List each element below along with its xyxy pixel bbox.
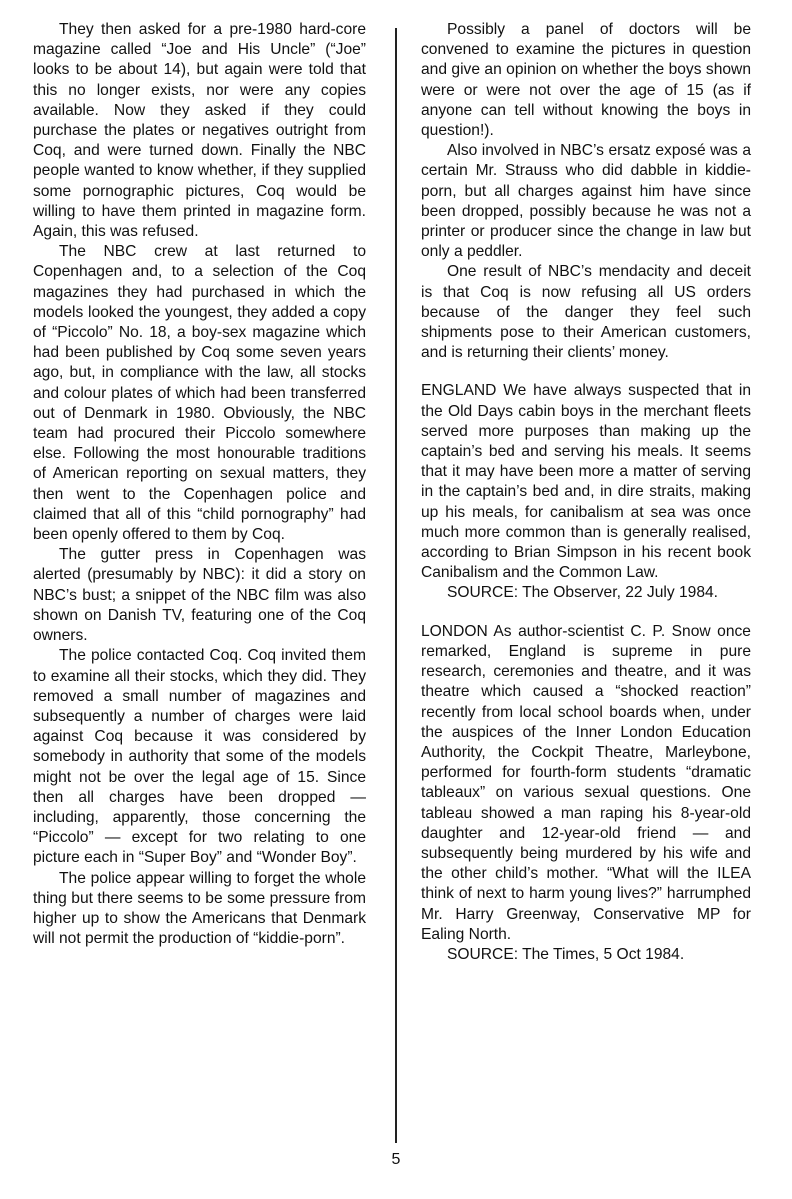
paragraph: They then asked for a pre-1980 hard-core magazine called “Joe and His Uncle” (“Joe” looks to be about 14), but again were told that this no longer exists, nor were any copies available. Now they asked if they could purchase the plates or negatives outright from Coq, and were turned down. Finally the NBC people wanted to know whether, if they supplied some pornographic pictures, Coq would be willing to have them printed in magazine form. Again, this was refused. bbox=[33, 21, 366, 241]
section-text: We have always suspected that in the Old Days cabin boys in the merchant fleets served more purposes than making up the captain’s bed and serving his meals. It seems that it may have been more a matter of serving in the captain’s bed and, in dire straits, making up his meals, for canibalism at sea was once much more common than is generally realised, according to Brian Simpson in his recent book Canibalism and the Common Law. bbox=[421, 382, 751, 582]
paragraph: The gutter press in Copenhagen was alerted (presumably by NBC): it did a story on NBC’s bust; a snippet of the NBC film was also shown on Danish TV, featuring one of the Coq owners. bbox=[33, 546, 366, 645]
section-heading: LONDON bbox=[421, 622, 488, 640]
paragraph: One result of NBC’s mendacity and deceit is that Coq is now refusing all US orders because of the danger they feel such shipments pose to their American customers, and is returning their clients’ money. bbox=[421, 263, 751, 362]
section-text: As author-scientist C. P. Snow once remarked, England is supreme in pure research, ceremonies and theatre, and it was theatre which caused a “shocked reaction” recently from local school boards when, under the auspices of the Inner London Education Authority, the Cockpit Theatre, Marleybone, performed for fourth-form students “dramatic tableaux” on various sexual questions. One tableau showed a man raping his 8-year-old daughter and 12-year-old friend — and subsequently being murdered by his wife and the other child’s mother. “What will the ILEA think of next to harm young lives?” harrumphed Mr. Harry Greenway, Conservative MP for Ealing North. bbox=[421, 622, 751, 943]
london-paragraph bbox=[421, 622, 751, 945]
source-line: SOURCE: The Observer, 22 July 1984. bbox=[447, 584, 718, 602]
paragraph: Also involved in NBC’s ersatz exposé was a certain Mr. Strauss who did dabble in kiddie-porn, but all charges against him have since been dropped, possibly because he was not a printer or producer since the change in law but only a peddler. bbox=[421, 142, 751, 261]
source-line: SOURCE: The Times, 5 Oct 1984. bbox=[447, 945, 685, 963]
left-column bbox=[33, 20, 366, 949]
page-number: 5 bbox=[391, 1151, 401, 1168]
england-paragraph bbox=[421, 381, 751, 583]
paragraph: The NBC crew at last returned to Copenhagen and, to a selection of the Coq magazines they had purchased in which the models looked the youngest, they added a copy of “Piccolo” No. 18, a boy-sex magazine which had been published by Coq some seven years ago, but, in compliance with the law, all stocks and colour plates of which had been transferred out of Denmark in 1980. Obviously, the NBC team had procured their Piccolo somewhere else. Following the most honourable traditions of American reporting on sexual matters, they then went to the Copenhagen police and claimed that all of this “child pornography” had been openly offered to them by Coq. bbox=[33, 243, 366, 544]
section-heading: ENGLAND bbox=[421, 382, 497, 400]
london-section bbox=[421, 622, 751, 965]
paragraph: The police contacted Coq. Coq invited them to examine all their stocks, which they did. They removed a small number of magazines and subsequently a number of charges were laid against Coq because it was considered by somebody in authority that some of the models might not be over the legal age of 15. Since then all charges have been dropped — including, apparently, those concerning the “Piccolo” — except for two relating to one picture each in “Super Boy” and “Wonder Boy”. bbox=[33, 647, 366, 867]
paragraph: Possibly a panel of doctors will be convened to examine the pictures in question and give an opinion on whether the boys shown were or were not over the age of 15 (as if anyone can tell without knowing the boys in question!). bbox=[421, 21, 751, 140]
right-column bbox=[421, 20, 751, 965]
column-divider bbox=[395, 28, 397, 1143]
england-section bbox=[421, 381, 751, 603]
paragraph: The police appear willing to forget the whole thing but there seems to be some pressure from higher up to show the Americans that Denmark will not permit the production of “kiddie-porn”. bbox=[33, 869, 366, 948]
